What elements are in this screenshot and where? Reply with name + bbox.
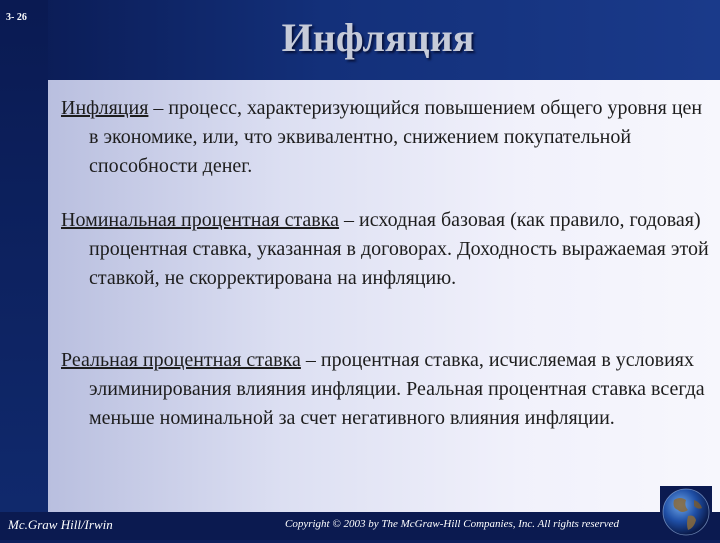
- copyright-notice: Copyright © 2003 by The McGraw-Hill Companies, Inc. All rights reserved: [285, 518, 620, 530]
- term-nominal-rate: Номинальная процентная ставка: [61, 209, 340, 231]
- definition-inflation: [61, 94, 709, 181]
- definition-real-rate: [61, 346, 709, 433]
- definition-text: – исходная базовая (как правило, годовая) процентная ставка, указанная в договорах. Доходность выражаемая этой ставкой, не скорректирована на инфляцию.: [89, 209, 709, 289]
- definition-nominal-rate: [61, 206, 709, 293]
- publisher-label: Mc.Graw Hill/Irwin: [8, 517, 113, 532]
- definition-text: – процесс, характеризующийся повышением общего уровня цен в экономике, или, что эквивалентно, снижением покупательной способности денег.: [89, 97, 703, 177]
- slide-title: Инфляция: [281, 15, 475, 60]
- term-real-rate: Реальная процентная ставка: [61, 349, 301, 371]
- definition-text: – процентная ставка, исчисляемая в условиях элиминирования влияния инфляции. Реальная процентная ставка всегда меньше номинальной за счет негативного влияния инфляции.: [89, 349, 705, 429]
- slide-number: 3- 26: [6, 12, 27, 23]
- left-band: [0, 0, 48, 540]
- term-inflation: Инфляция: [61, 97, 149, 119]
- footer: [0, 512, 720, 540]
- globe-icon: [660, 486, 712, 538]
- content-area: [48, 80, 720, 512]
